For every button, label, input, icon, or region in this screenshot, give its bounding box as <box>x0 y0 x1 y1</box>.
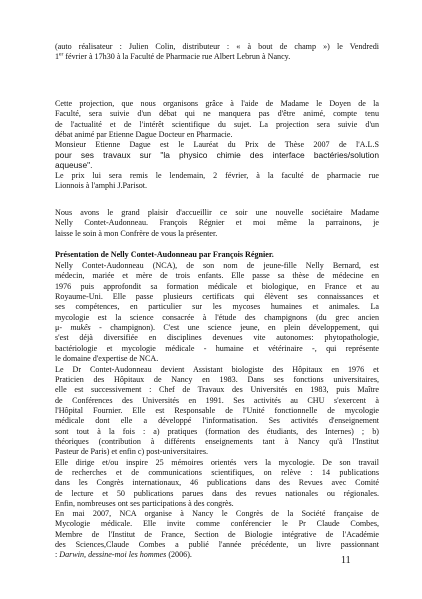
text-fragment: - champignon). C'est une science jeune, en plein développement, qui <box>90 323 379 333</box>
text-line: des Sciences,Claude Combes a publié l'année précédente, un livre passionnant <box>55 540 379 550</box>
text-line: Le Dr Contet-Audonneau devient Assistant biologiste des Hôpitaux en 1976 et <box>55 364 379 374</box>
page-number: 11 <box>341 555 351 566</box>
congress-paragraph <box>55 509 379 561</box>
day-number: 1 <box>55 52 60 62</box>
projection-paragraph <box>55 99 379 151</box>
text-line: laisse le soin à mon Confrère de vous la présenter. <box>55 228 218 238</box>
text-line: Praticien des Hôpitaux de Nancy en 1983. Dans ses fonctions universitaires, <box>55 374 379 384</box>
text-line: elle est successivement : Chef de Travaux des Universités en 1983, puis Maître <box>55 385 379 395</box>
text-line: Enfin, nombreuses ont ses participations à des congrès. <box>55 498 234 508</box>
screening-paragraph <box>55 42 379 63</box>
greek-prefix: μ- <box>55 323 71 333</box>
text-line: débat animé par Etienne Dague Docteur en Pharmacie. <box>55 130 233 140</box>
greek-word: mukês <box>70 323 91 333</box>
text-line: 1976 puis approfondit sa formation médicale et biologique, en France et au <box>55 281 379 291</box>
research-paragraph <box>55 458 379 510</box>
text-line: l'Hôpital Fournier. Elle est Responsable de l'Unité fonctionnelle de mycologie <box>55 405 379 415</box>
text-line: aqueuse". <box>55 160 93 171</box>
text-line: Elle dirige et/ou inspire 25 mémoires orientés vers la mycologie. De son travail <box>55 457 379 467</box>
text-line: pour ses travaux sur "la physico chimie des interface bactéries/solution <box>55 150 379 160</box>
career-paragraph <box>55 365 379 458</box>
book-title: Darwin, dessine-moi les hommes <box>59 550 167 560</box>
text-line: de l'actualité et de l'intérêt scientifique du sujet. La projection sera suivie d'un <box>55 119 379 129</box>
text-line: théoriques (contribution à différents enseignements tant à Nancy qu'à l'Institut <box>55 436 379 446</box>
section-heading <box>55 250 379 260</box>
text-line: mycologie est la science consacrée à l'étude des champignons (du grec ancien <box>55 312 379 322</box>
text-line: s'est déjà diversifiée en disciplines devenues vite autonomes: phytopathologie, <box>55 333 379 343</box>
text-line: Monsieur Etienne Dague est le Lauréat du Prix de Thèse 2007 de l'A.L.S <box>55 140 379 150</box>
text-line: (auto réalisateur : Julien Colin, distributeur : « à bout de champ ») le Vendredi <box>55 42 379 51</box>
text-line: Cette projection, que nous organisons grâce à l'aide de Madame le Doyen de la <box>55 99 379 108</box>
text-line: Nelly Contet-Audonneau (NCA), de son nom de jeune-fille Nelly Bernard, est <box>55 261 379 270</box>
text-fragment: : <box>55 550 60 560</box>
thesis-topic-paragraph <box>55 150 379 171</box>
text-line: Lionnois à l'amphi J.Parisot. <box>55 181 148 191</box>
biography-paragraph <box>55 261 379 364</box>
text-line: de Conférences des Universités en 1991. Ses activités au CHU s'exercent à <box>55 395 379 405</box>
text-line: Nelly Contet-Audonneau. François Régnier et moi même la parrainons, je <box>55 218 379 228</box>
ordinal-superscript: er <box>59 51 64 58</box>
text-line: Membre de l'Institut de France, Section de Biologie intégrative de l'Académie <box>55 529 379 539</box>
prize-paragraph <box>55 171 379 192</box>
text-line: médecin, mariée et mère de trois enfants. Elle passe sa thèse de médecine en <box>55 271 379 281</box>
text-line <box>55 323 379 333</box>
text-line: de lecture et 50 publications parues dans des revues nationales ou régionales. <box>55 488 379 498</box>
date-location-text: février à 17h30 à la Faculté de Pharmacie rue Albert Lebrun à Nancy. <box>63 52 291 62</box>
text-fragment: (2006). <box>166 550 192 560</box>
text-line: dans les Congrès internationaux, 46 publications dans des Revues avec Comité <box>55 478 379 488</box>
welcome-paragraph <box>55 208 379 239</box>
text-line: Mycologie médicale. Elle invite comme conférencier le Pr Claude Combes, <box>55 519 379 529</box>
text-line: de recherches et de communications scientifiques, on relève : 14 publications <box>55 467 379 477</box>
text-line: sont tout à la fois : a) pratiques (formation des étudiants, des Internes) ; b) <box>55 426 379 436</box>
text-line <box>55 52 379 62</box>
text-line: bactériologie et mycologie médicale - humaine et vétérinaire -, qui représente <box>55 343 379 353</box>
text-line: Royaume-Uni. Elle passe plusieurs certificats qui élèvent ses connaissances et <box>55 292 379 302</box>
heading-text: Présentation de Nelly Contet-Audonneau par François Régnier. <box>55 250 274 259</box>
text-line: Le prix lui sera remis le lendemain, 2 février, à la faculté de pharmacie rue <box>55 171 379 180</box>
text-line: Faculté, sera suivie d'un débat qui ne manquera pas d'être animé, compte tenu <box>55 109 379 119</box>
text-line: ses compétences, en particulier sur les mycoses humaines et animales. La <box>55 302 379 312</box>
text-line: En mai 2007, NCA organise à Nancy le Congrès de la Société française de <box>55 509 379 518</box>
text-line: Pasteur de Paris) et enfin c) post-universitaires. <box>55 447 209 457</box>
text-line: le domaine d'expertise de NCA. <box>55 354 159 364</box>
text-line <box>55 550 379 560</box>
text-line: médicale dont elle a développé l'informatisation. Ses activités d'enseignement <box>55 416 379 426</box>
text-line: Nous avons le grand plaisir d'accueillir ce soir une nouvelle sociétaire Madame <box>55 208 379 217</box>
